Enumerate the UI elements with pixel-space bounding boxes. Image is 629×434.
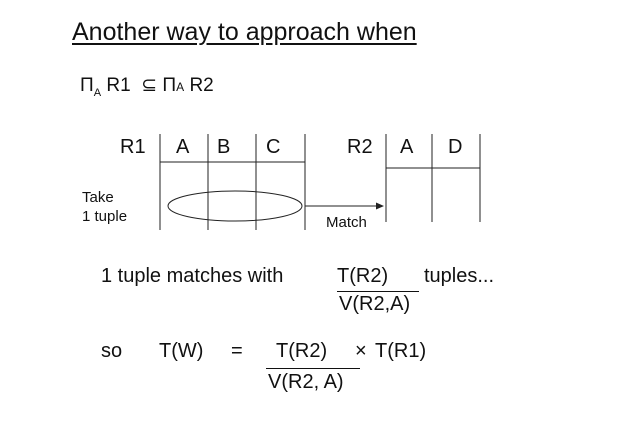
projection-subscript: A bbox=[176, 80, 185, 94]
relation-r1: R1 bbox=[106, 75, 131, 96]
line2-rhs: T(R1) bbox=[375, 340, 427, 362]
tw-label: T(W) bbox=[159, 340, 204, 362]
relation-r2: R2 bbox=[189, 75, 214, 96]
pi-symbol: Π bbox=[162, 75, 177, 96]
line1-suffix: tuples... bbox=[424, 265, 495, 287]
line1-numerator: T(R2) bbox=[337, 265, 389, 287]
line2-fraction-bar bbox=[266, 368, 360, 369]
line1-fraction-bar bbox=[337, 291, 419, 292]
line1-denominator: V(R2,A) bbox=[339, 293, 411, 315]
line2-denominator: V(R2, A) bbox=[268, 371, 344, 393]
line2-numerator: T(R2) bbox=[276, 340, 328, 362]
one-tuple-label: 1 tuple bbox=[82, 208, 128, 225]
arrow-head-icon bbox=[376, 203, 384, 210]
slide-title: Another way to approach when bbox=[72, 18, 417, 46]
subset-symbol: ⊆ bbox=[141, 75, 158, 96]
table-r1-col-a: A bbox=[176, 136, 190, 158]
match-label: Match bbox=[326, 214, 367, 231]
table-r2-name: R2 bbox=[347, 136, 373, 158]
table-r2-col-d: D bbox=[448, 136, 463, 158]
equals-sign: = bbox=[231, 340, 243, 362]
table-r1-col-c: C bbox=[266, 136, 281, 158]
table-r1-col-b: B bbox=[217, 136, 231, 158]
times-symbol: × bbox=[355, 340, 367, 362]
take-label: Take bbox=[82, 189, 114, 206]
pi-symbol: Π bbox=[80, 75, 94, 96]
line1-prefix: 1 tuple matches with bbox=[101, 265, 284, 287]
table-r2-col-a: A bbox=[400, 136, 414, 158]
projection-subscript: A bbox=[93, 87, 102, 99]
table-r1-name: R1 bbox=[120, 136, 146, 158]
so-label: so bbox=[101, 340, 123, 362]
tuple-ellipse bbox=[168, 191, 302, 221]
